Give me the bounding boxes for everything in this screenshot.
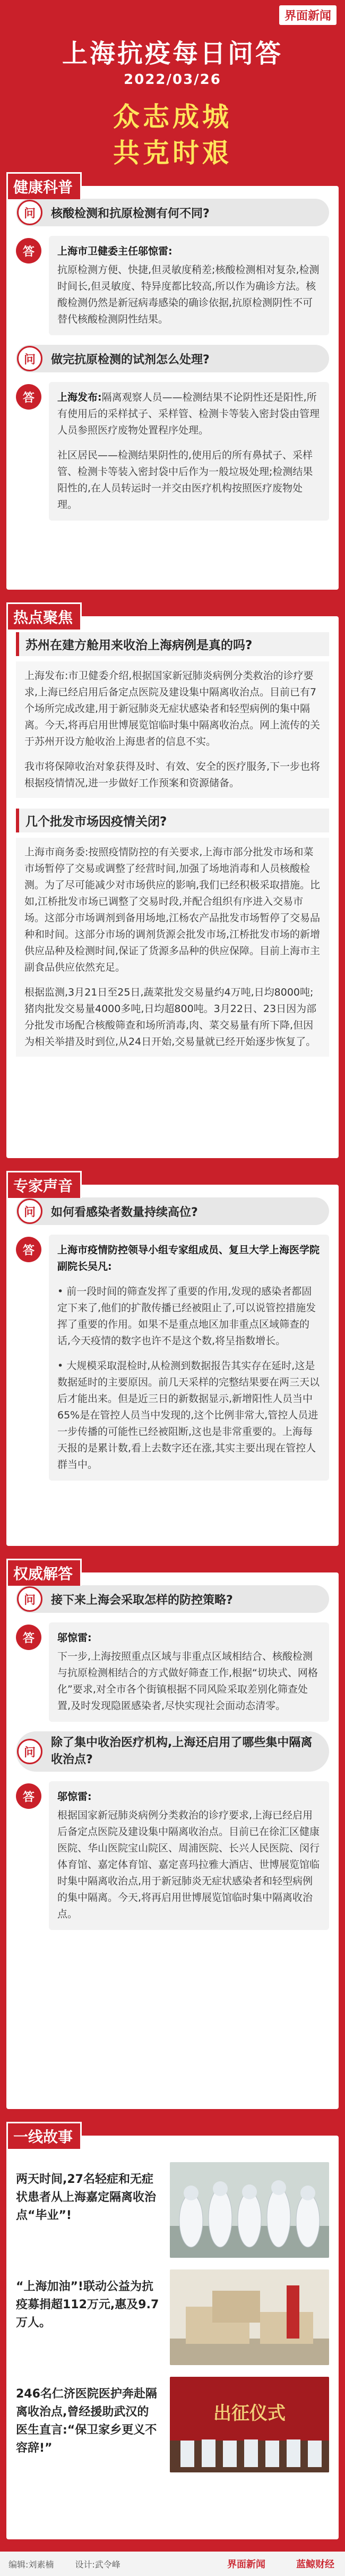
section-authority xyxy=(6,1565,339,2109)
footer xyxy=(0,2552,345,2576)
hot-answer-body xyxy=(16,661,329,798)
footer-editor: 编辑:刘素楠 xyxy=(8,2559,54,2570)
story-item[interactable] xyxy=(16,2269,329,2365)
slogan-line-2: 共克时艰 xyxy=(113,138,232,168)
question-badge: 问 xyxy=(17,1586,42,1612)
hot-question-title: 几个批发市场因疫情关闭? xyxy=(16,809,329,832)
answer-body xyxy=(49,1622,329,1722)
section-hot xyxy=(6,609,339,1158)
question-text: 核酸检测和抗原检测有何不同? xyxy=(51,207,210,220)
story-item[interactable] xyxy=(16,2162,329,2258)
answer-block xyxy=(16,1781,329,1930)
answer-text: • 大规模采取混检时,从检测到数据报告其实存在延时,这是数据延时的主要原因。前几天采样的完整结果要在两三天以后才能出来。但是近三日的新数据显示,新增阳性人员当中65%是在管控人员当中发现的,这个比例非常大,管控人员进一步传播的可能性已经被阻断,这也是非常重要的。上海每天报的是累计数,看上去数字还在涨,其实主要出现在管控人群当中。 xyxy=(57,1360,320,1470)
answer-badge: 答 xyxy=(16,1783,41,1809)
brand-logo: 界面新闻 xyxy=(279,5,337,25)
answer-lead: 上海市疫情防控领导小组专家组成员、复旦大学上海医学院副院长吴凡: xyxy=(57,1244,320,1272)
question-row xyxy=(16,1731,329,1772)
answer-text: • 前一段时间的筛查发挥了重要的作用,发现的感染者都固定下来了,他们的扩散传播已经被阻止了,可以说管控措施发挥了重要的作用。如果不是重点地区加非重点区域筛查的话,今天疫情的数字也许不是这个数,将呈指数增长。 xyxy=(57,1286,316,1347)
ceremony-banner-text: 出征仪式 xyxy=(213,2403,286,2424)
question-badge: 问 xyxy=(17,1198,42,1224)
story-headline[interactable]: 两天时间,27名轻症和无症状患者从上海嘉定隔离收治点“毕业”! xyxy=(16,2173,157,2222)
section-tab-authority: 权威解答 xyxy=(6,1559,82,1586)
answer-text: 社区居民——检测结果阴性的,使用后的所有鼻拭子、采样管、检测卡等装入密封袋中后作为一般垃圾处理;检测结果阳性的,在人员转运时一并交由医疗机构按照医疗废物处理。 xyxy=(57,449,313,511)
question-row xyxy=(16,199,329,226)
answer-badge: 答 xyxy=(16,384,41,410)
question-badge: 问 xyxy=(17,200,42,225)
answer-block xyxy=(16,236,329,335)
footer-brand-jiemian: 界面新闻 xyxy=(227,2559,265,2570)
hot-answer-body xyxy=(16,838,329,1057)
hot-question-title: 苏州在建方舱用来收治上海病例是真的吗? xyxy=(16,632,329,656)
answer-text: 抗原检测方便、快捷,但灵敏度稍差;核酸检测相对复杂,检测时间长,但灵敏度、特异度都比较高,所以作为确诊方法。核酸检测仍然是新冠病毒感染的确诊依据,抗原检测阴性不可替代核酸检测阴性结果。 xyxy=(57,264,320,325)
question-text: 如何看感染者数量持续高位? xyxy=(51,1205,198,1219)
page-date: 2022/03/26 xyxy=(124,72,221,88)
answer-body xyxy=(49,1235,329,1481)
answer-text: 下一步,上海按照重点区域与非重点区域相结合、核酸检测与抗原检测相结合的方式做好筛查工作,根据“切块式、网格化”要求,对全市各个街镇根据不同风险采取差别化筛查处置,及时发现隐匿感染者,尽快实现社会面动态清零。 xyxy=(57,1651,318,1712)
hot-paragraph: 根据监测,3月21日至25日,蔬菜批发交易量约4万吨,日均8000吨;猪肉批发交易量4000多吨,日均超800吨。3月22日、23日因为部分批发市场配合核酸筛查和场所消毒,肉、菜交易量有所下降,但因为相关举措及时到位,从24日开始,交易量就已经开始逐步恢复了。 xyxy=(24,987,317,1048)
answer-lead: 邬惊雷: xyxy=(57,1791,92,1803)
section-tab-hot: 热点聚焦 xyxy=(6,602,82,630)
question-badge: 问 xyxy=(17,1739,42,1764)
answer-lead: 上海市卫健委主任邬惊雷: xyxy=(57,245,172,257)
story-headline[interactable]: 246名仁济医院医护奔赴隔离收治点,曾经援助武汉的医生直言:“保卫家乡更义不容辞!” xyxy=(16,2387,157,2455)
answer-badge: 答 xyxy=(16,1625,41,1650)
question-text: 接下来上海会采取怎样的防控策略? xyxy=(51,1593,233,1607)
question-text: 除了集中收治医疗机构,上海还启用了哪些集中隔离收治点? xyxy=(51,1736,313,1766)
section-tab-health: 健康科普 xyxy=(6,172,82,199)
section-expert xyxy=(6,1177,339,1546)
answer-badge: 答 xyxy=(16,1237,41,1262)
story-photo-donation xyxy=(170,2269,329,2365)
footer-designer: 设计:武令峰 xyxy=(75,2559,120,2570)
answer-block xyxy=(16,1622,329,1722)
story-photo-ceremony xyxy=(170,2377,329,2472)
section-tab-expert: 专家声音 xyxy=(6,1171,82,1198)
story-item[interactable] xyxy=(16,2377,329,2472)
question-badge: 问 xyxy=(17,346,42,371)
question-row xyxy=(16,1585,329,1613)
section-health xyxy=(6,178,339,590)
answer-lead: 上海发布: xyxy=(57,392,102,403)
question-row xyxy=(16,1197,329,1225)
hot-paragraph: 上海发布:市卫健委介绍,根据国家新冠肺炎病例分类救治的诊疗要求,上海已经启用后备定点医院及建设集中隔离收治点。目前已有7个场所完成改建,用于新冠肺炎无症状感染者和轻型病例的集中隔离。今天,将再启用世博展览馆临时集中隔离收治点。网上流传的关于苏州开设方舱收治上海患者的信息不实。 xyxy=(24,670,321,747)
answer-text: 隔离观察人员——检测结果不论阴性还是阳性,所有使用后的采样拭子、采样管、检测卡等装入密封袋由管理人员参照医疗废物处置程序处理。 xyxy=(57,392,320,436)
answer-body xyxy=(49,236,329,335)
answer-block xyxy=(16,382,329,521)
question-text: 做完抗原检测的试剂怎么处理? xyxy=(51,353,210,367)
question-row xyxy=(16,345,329,372)
hot-paragraph: 我市将保障收治对象获得及时、有效、安全的医疗服务,下一步也将根据疫情情况,进一步做好工作预案和资源储备。 xyxy=(24,761,321,789)
answer-text: 根据国家新冠肺炎病例分类救治的诊疗要求,上海已经启用后备定点医院及建设集中隔离收治点。目前已在徐汇区健康医院、华山医院宝山院区、周浦医院、长兴人民医院、闵行体育馆、嘉定体育馆、嘉定喜玛拉雅大酒店、世博展览馆临时集中隔离收治点,用于新冠肺炎无症状感染者和轻型病例的集中隔离。今天,将再启用世博展览馆临时集中隔离收治点。 xyxy=(57,1809,320,1920)
page-title: 上海抗疫每日问答 xyxy=(62,39,283,69)
section-tab-stories: 一线故事 xyxy=(6,2122,82,2149)
slogan-line-1: 众志成城 xyxy=(113,101,232,132)
answer-badge: 答 xyxy=(16,238,41,263)
story-headline[interactable]: “上海加油”!联动公益为抗疫募捐超112万元,惠及9.7万人。 xyxy=(16,2280,159,2330)
answer-block xyxy=(16,1235,329,1481)
footer-brand-lanjing: 蓝鲸财经 xyxy=(296,2559,334,2570)
answer-lead: 邬惊雷: xyxy=(57,1632,92,1644)
story-photo-medics xyxy=(170,2162,329,2258)
answer-body xyxy=(49,1781,329,1930)
hot-paragraph: 上海市商务委:按照疫情防控的有关要求,上海市部分批发市场和菜市场暂停了交易或调整了经营时间,加强了场地消毒和人员核酸检测。为了尽可能减少对市场供应的影响,我们已经积极采取措施。比如,江桥批发市场已调整了交易时段,并配合组织有序进入交易市场。这部分市场调剂到备用场地,江杨农产品批发市场暂停了交易品种和时间。这部分市场的调剂货源会批发市场,江桥批发市场的新增供应品种及检测时间,保证了货源多品种的供应保障。目前上海市主副食品供应依然充足。 xyxy=(24,846,321,973)
answer-body xyxy=(49,382,329,521)
